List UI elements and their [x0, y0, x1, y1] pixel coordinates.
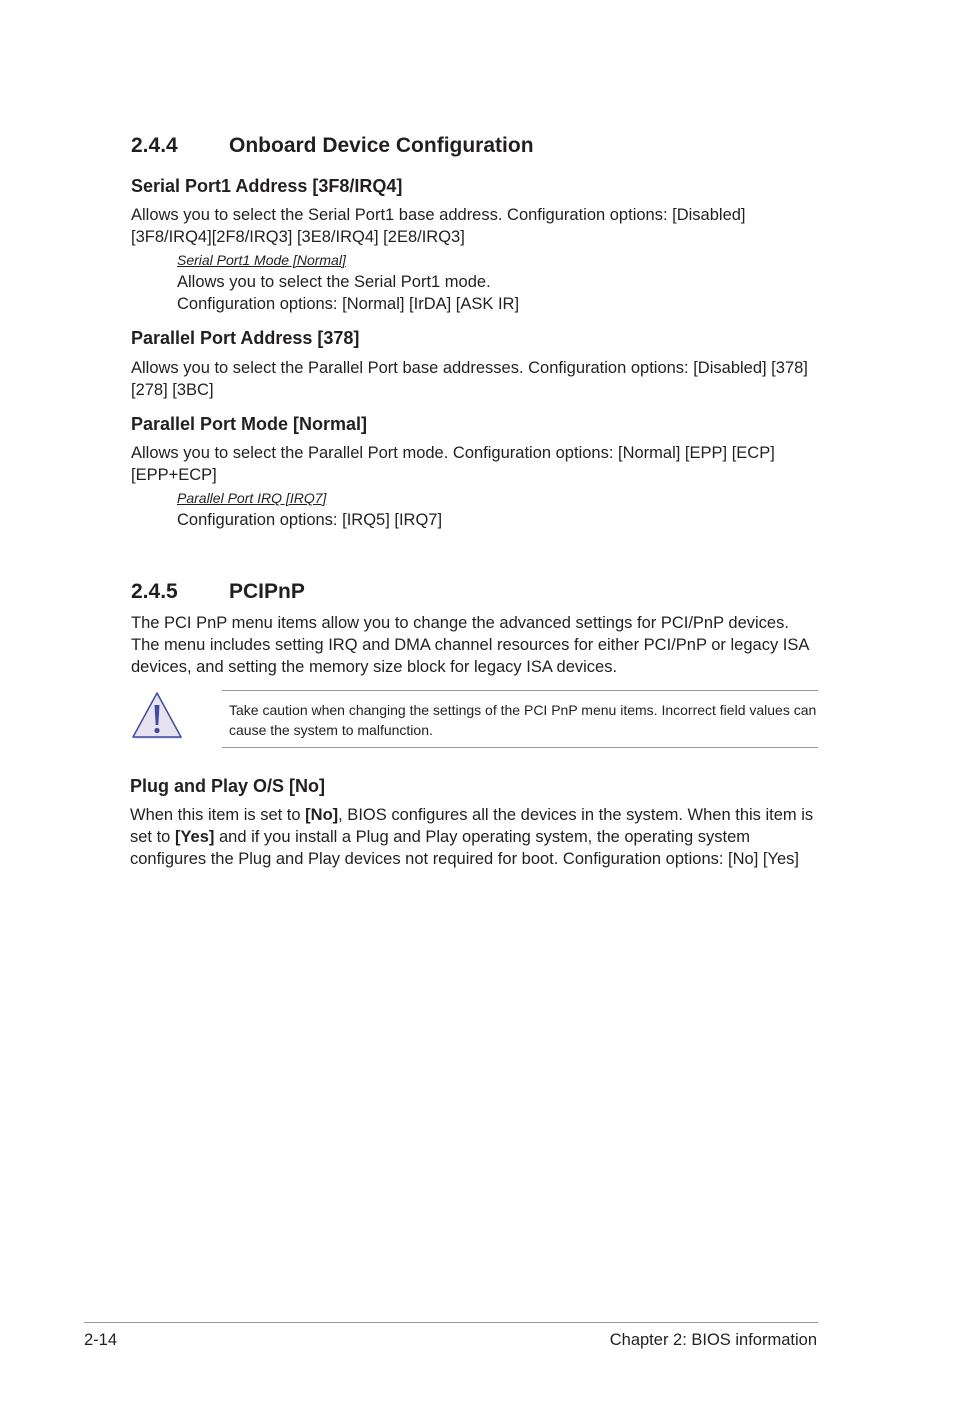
note-bottom-rule	[222, 747, 818, 748]
pcipnp-intro: The PCI PnP menu items allow you to change the advanced settings for PCI/PnP devices. The menu includes setting IRQ and DMA channel resources for either PCI/PnP or legacy ISA devices, and setting the memory size block for legacy ISA devices.	[131, 614, 809, 676]
note-top-rule	[222, 690, 818, 691]
serial-port1-mode-title: Serial Port1 Mode [Normal]	[177, 252, 346, 268]
footer-rule	[84, 1322, 818, 1323]
caution-text: Take caution when changing the settings of the PCI PnP menu items. Incorrect field values can cause the system to malfunction.	[229, 702, 817, 738]
parallel-port-address-heading: Parallel Port Address [378]	[131, 328, 360, 348]
parallel-port-mode-description: Allows you to select the Parallel Port mode. Configuration options: [Normal] [EPP] [ECP] [EPP+ECP]	[131, 444, 775, 484]
text-run: When this item is set to	[130, 806, 306, 824]
serial-port1-description: Allows you to select the Serial Port1 base address. Configuration options: [Disabled] [3F8/IRQ4][2F8/IRQ3] [3E8/IRQ4] [2E8/IRQ3]	[131, 206, 746, 246]
section-number: 2.4.4	[131, 134, 178, 157]
plug-and-play-description	[130, 804, 820, 870]
parallel-port-mode-heading: Parallel Port Mode [Normal]	[131, 414, 368, 434]
serial-port1-heading: Serial Port1 Address [3F8/IRQ4]	[131, 176, 403, 196]
parallel-port-irq-options: Configuration options: [IRQ5] [IRQ7]	[177, 511, 443, 529]
parallel-port-address-description: Allows you to select the Parallel Port base addresses. Configuration options: [Disabled] [378] [278] [3BC]	[131, 359, 808, 399]
warning-triangle-icon	[130, 690, 184, 740]
bold-option-no: [No]	[305, 806, 339, 824]
serial-port1-mode-description: Allows you to select the Serial Port1 mode.	[177, 273, 491, 291]
bold-option-yes: [Yes]	[174, 828, 215, 846]
section-title: Onboard Device Configuration	[229, 134, 534, 157]
parallel-port-irq-title: Parallel Port IRQ [IRQ7]	[177, 490, 327, 506]
text-run: , BIOS configures all the devices in the system. When this item is set to	[130, 806, 814, 846]
section-heading-onboard	[131, 134, 831, 160]
serial-port1-mode-options: Configuration options: [Normal] [IrDA] [ASK IR]	[177, 295, 520, 313]
chapter-label: Chapter 2: BIOS information	[609, 1331, 817, 1349]
section-heading-pcipnp	[131, 580, 831, 606]
section-title: PCIPnP	[229, 580, 305, 603]
page-number: 2-14	[84, 1331, 118, 1349]
section-number: 2.4.5	[131, 580, 178, 603]
text-run: and if you install a Plug and Play operating system, the operating system configures the Plug and Play devices not required for boot. Configuration options: [No] [Yes]	[130, 828, 799, 868]
plug-and-play-heading: Plug and Play O/S [No]	[130, 776, 326, 796]
